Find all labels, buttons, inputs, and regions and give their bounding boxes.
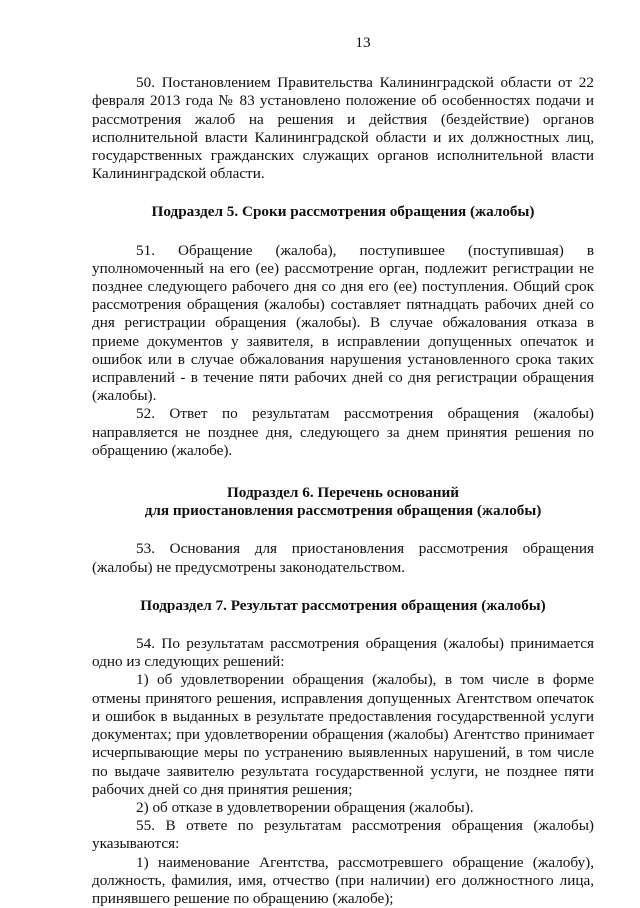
subsection-7-heading: Подраздел 7. Результат рассмотрения обращения (жалобы) [140, 596, 546, 614]
paragraph-50: 50. Постановлением Правительства Калининградской области от 22 февраля 2013 года № 83 установлено положение об особенностях подачи и рассмотрения жалоб на решения и действия (бездействие) органов исполнительной власти Калининградской области и их должностных лиц, государственных гражданских служащих органов исполнительной власти Калининградской области. [92, 74, 594, 183]
paragraph-52: 52. Ответ по результатам рассмотрения обращения (жалобы) направляется не позднее дня, следующего за днем принятия решения по обращению (жалобе). [92, 405, 594, 459]
page-number: 13 [355, 34, 371, 51]
subsection-5-heading: Подраздел 5. Сроки рассмотрения обращения (жалобы) [151, 203, 535, 221]
subsection-6-heading-line2: для приостановления рассмотрения обращения (жалобы) [144, 502, 542, 520]
paragraph-54-item-2: 2) об отказе в удовлетворении обращения (жалобы). [136, 798, 474, 816]
subsection-6-heading-line1: Подраздел 6. Перечень оснований [226, 484, 460, 502]
paragraph-55-item-1: 1) наименование Агентства, рассмотревшего обращение (жалобу), должность, фамилия, имя, отчество (при наличии) его должностного лица, принявшего решение по обращению (жалобе); [92, 853, 594, 907]
paragraph-54-item-1: 1) об удовлетворении обращения (жалобы), в том числе в форме отмены принятого решения, исправления допущенных Агентством опечаток и ошибок в выданных в результате предоставления государственной услуги документах; при удовлетворении обращения (жалобы) Агентство принимает исчерпывающие меры по устранению выявленных нарушений, в том числе по выдаче заявителю результата государственной услуги, не позднее пяти рабочих дней со дня принятия решения; [92, 671, 594, 798]
paragraph-55: 55. В ответе по результатам рассмотрения обращения (жалобы) указываются: [92, 817, 594, 853]
paragraph-54: 54. По результатам рассмотрения обращения (жалобы) принимается одно из следующих решений: [92, 635, 594, 671]
paragraph-51: 51. Обращение (жалоба), поступившее (поступившая) в уполномоченный на его (ее) рассмотрение орган, подлежит регистрации не позднее следующего рабочего дня со дня его (ее) поступления. Общий срок рассмотрения обращения (жалобы) составляет пятнадцать рабочих дней со дня регистрации обращения (жалобы). В случае обжалования отказа в приеме документов у заявителя, в исправлении допущенных опечаток и ошибок или в случае обжалования нарушения установленного срока таких исправлений - в течение пяти рабочих дней со дня регистрации обращения (жалобы). [92, 241, 594, 405]
paragraph-53: 53. Основания для приостановления рассмотрения обращения (жалобы) не предусмотрены законодательством. [92, 540, 594, 576]
